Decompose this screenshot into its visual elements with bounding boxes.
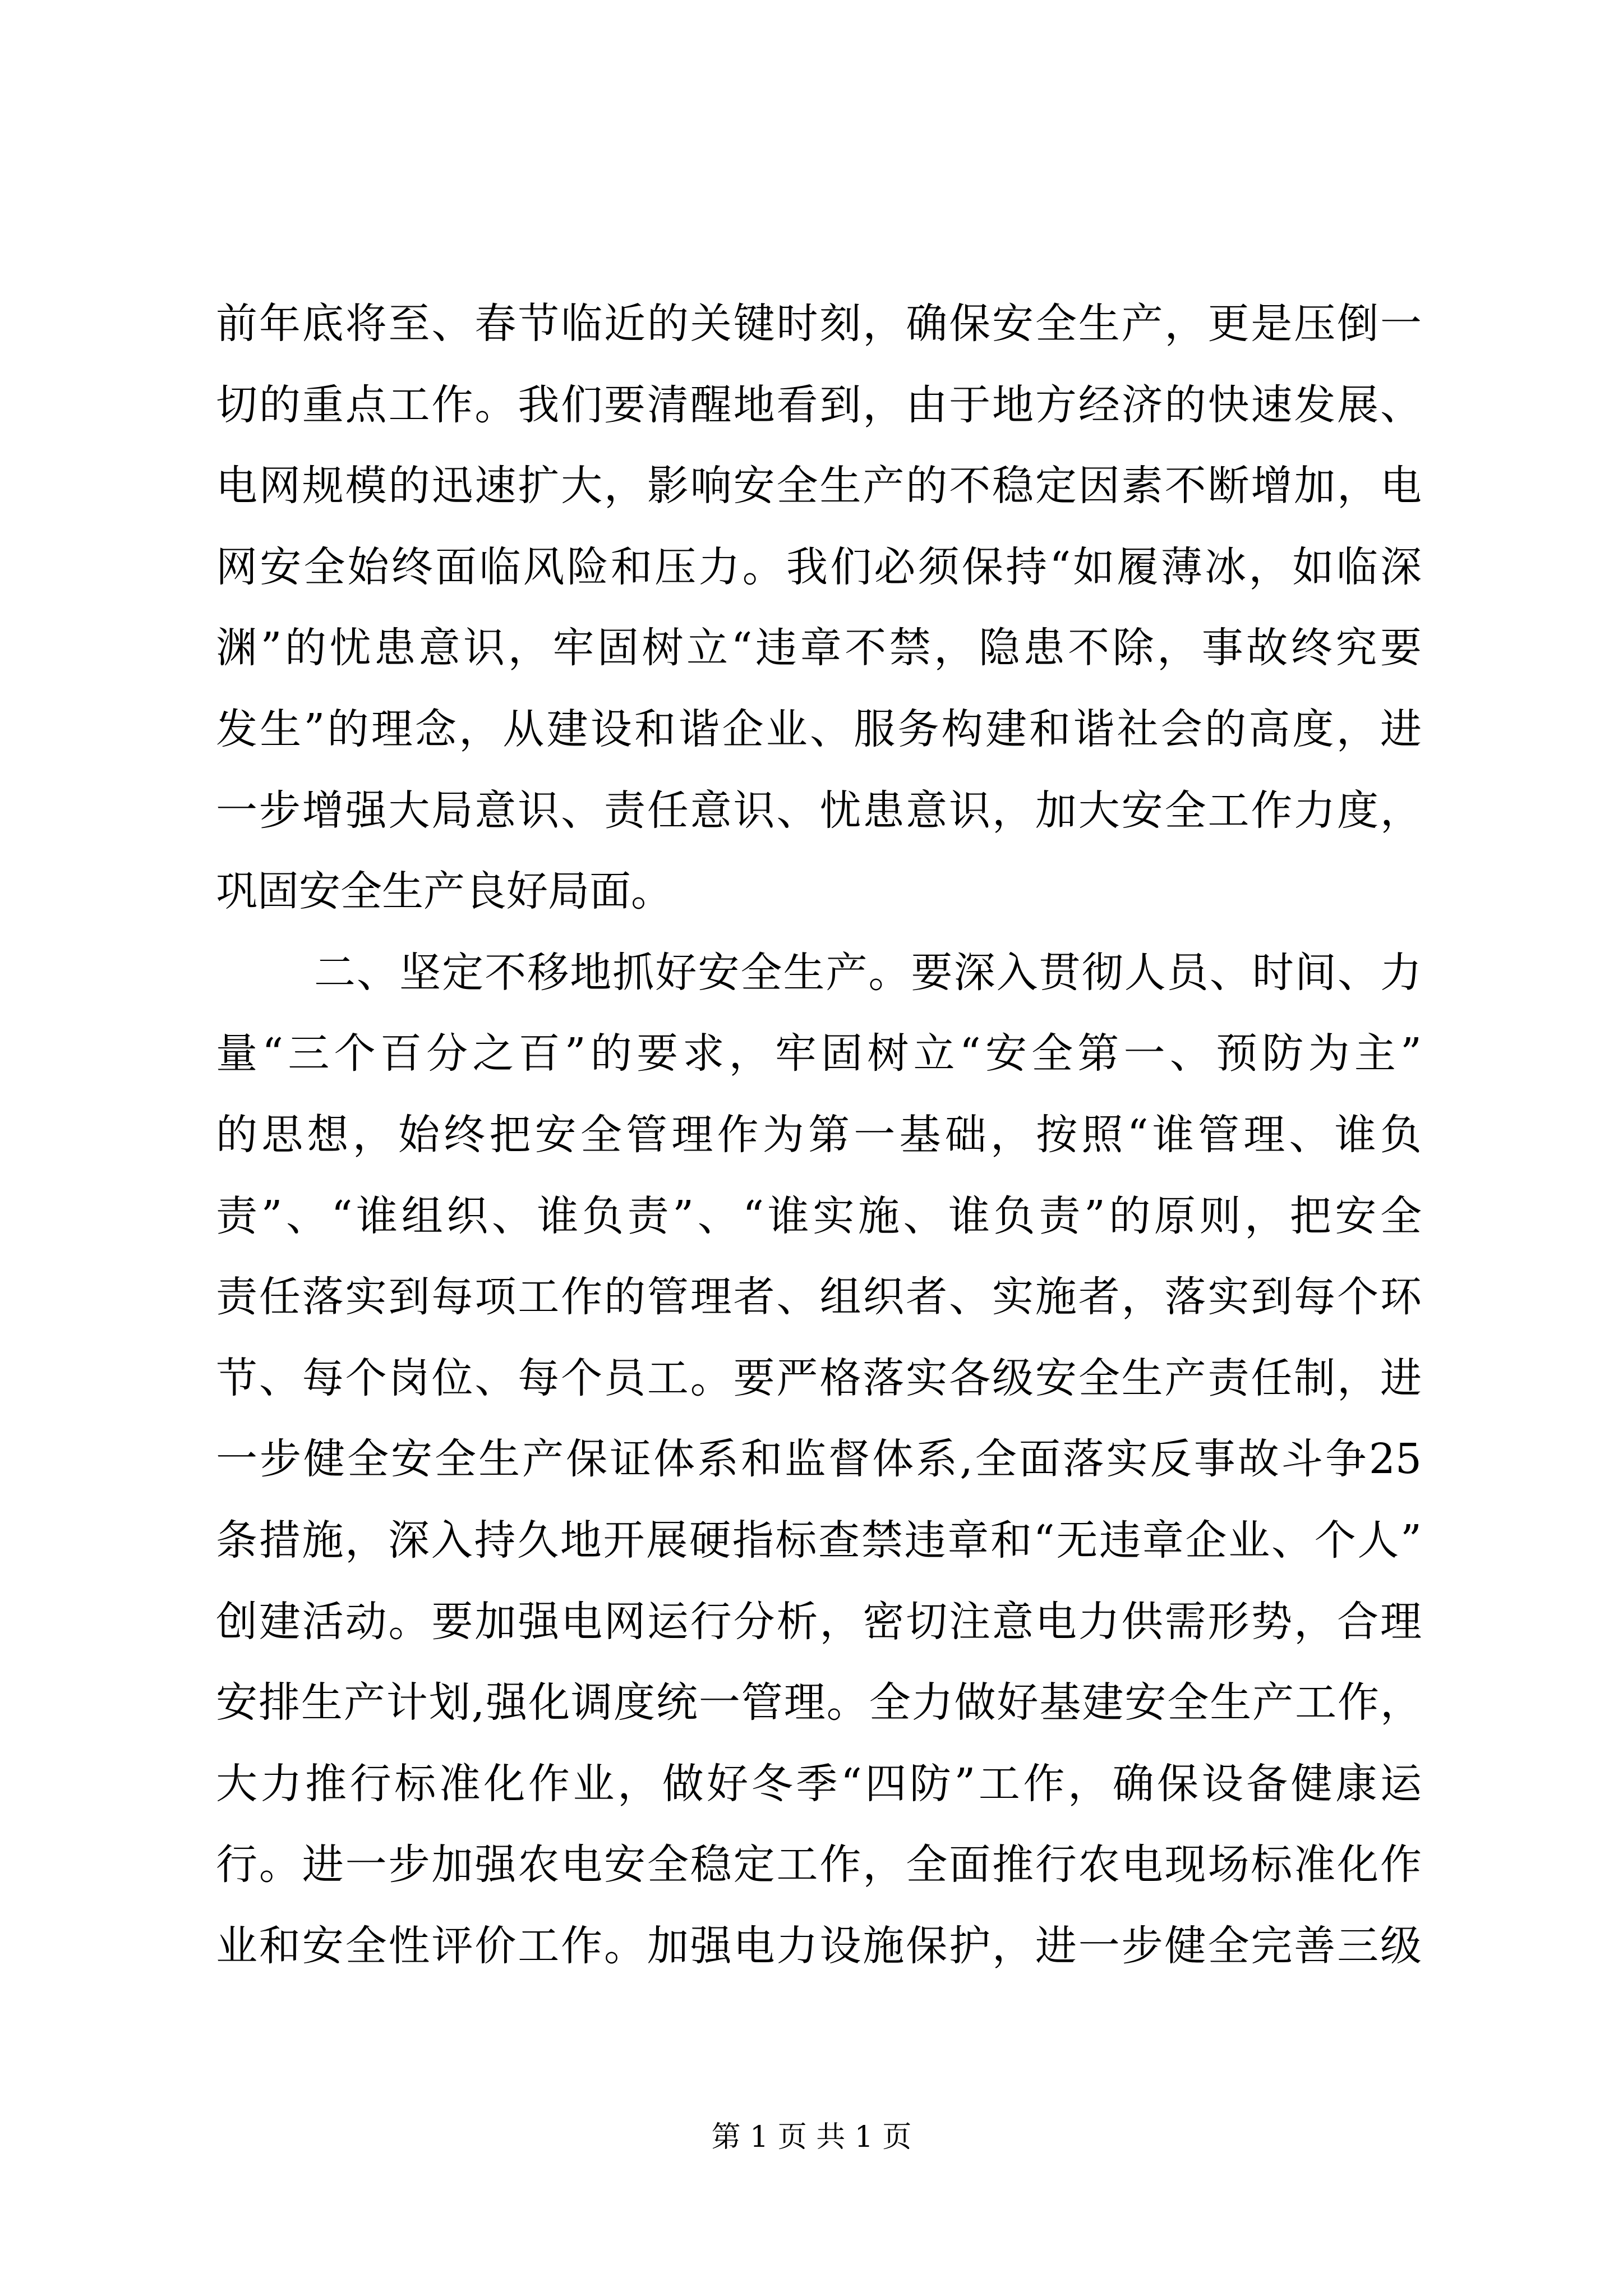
text-line: 渊”的忧患意识，牢固树立“违章不禁，隐患不除，事故终究要 (216, 624, 1422, 673)
text-line: 业和安全性评价工作。加强电力设施保护，进一步健全完善三级 (216, 1921, 1422, 1970)
section-heading-line: 二、坚定不移地抓好安全生产。要深入贯彻人员、时间、力 (314, 948, 1422, 997)
text-line: 创建活动。要加强电网运行分析，密切注意电力供需形势，合理 (216, 1597, 1422, 1646)
text-line: 一步增强大局意识、责任意识、忧患意识，加大安全工作力度， (216, 786, 1422, 835)
text-line: 节、每个岗位、每个员工。要严格落实各级安全生产责任制，进 (216, 1354, 1422, 1402)
text-line: 网安全始终面临风险和压力。我们必须保持“如履薄冰，如临深 (216, 542, 1422, 591)
text-line: 发生”的理念，从建设和谐企业、服务构建和谐社会的高度，进 (216, 705, 1422, 753)
text-line: 责”、“谁组织、谁负责”、“谁实施、谁负责”的原则，把安全 (216, 1191, 1422, 1240)
text-line: 前年底将至、春节临近的关键时刻，确保安全生产，更是压倒一 (216, 300, 1422, 348)
text-line: 行。进一步加强农电安全稳定工作，全面推行农电现场标准化作 (216, 1841, 1422, 1889)
text-line: 巩固安全生产良好局面。 (216, 867, 672, 916)
text-line: 的思想，始终把安全管理作为第一基础，按照“谁管理、谁负 (216, 1110, 1422, 1159)
text-line: 量“三个百分之百”的要求，牢固树立“安全第一、预防为主” (216, 1029, 1422, 1078)
text-line: 电网规模的迅速扩大，影响安全生产的不稳定因素不断增加，电 (216, 462, 1422, 510)
text-line: 安排生产计划,强化调度统一管理。全力做好基建安全生产工作， (216, 1678, 1422, 1727)
text-line: 责任落实到每项工作的管理者、组织者、实施者，落实到每个环 (216, 1273, 1422, 1322)
text-line: 一步健全安全生产保证体系和监督体系,全面落实反事故斗争25 (216, 1435, 1422, 1484)
body-text (216, 283, 1422, 1986)
text-line: 大力推行标准化作业，做好冬季“四防”工作，确保设备健康运 (216, 1759, 1422, 1808)
text-line: 切的重点工作。我们要清醒地看到，由于地方经济的快速发展、 (216, 380, 1422, 429)
page-footer: 第 1 页 共 1 页 (711, 2120, 912, 2154)
text-line: 条措施，深入持久地开展硬指标查禁违章和“无违章企业、个人” (216, 1516, 1422, 1565)
